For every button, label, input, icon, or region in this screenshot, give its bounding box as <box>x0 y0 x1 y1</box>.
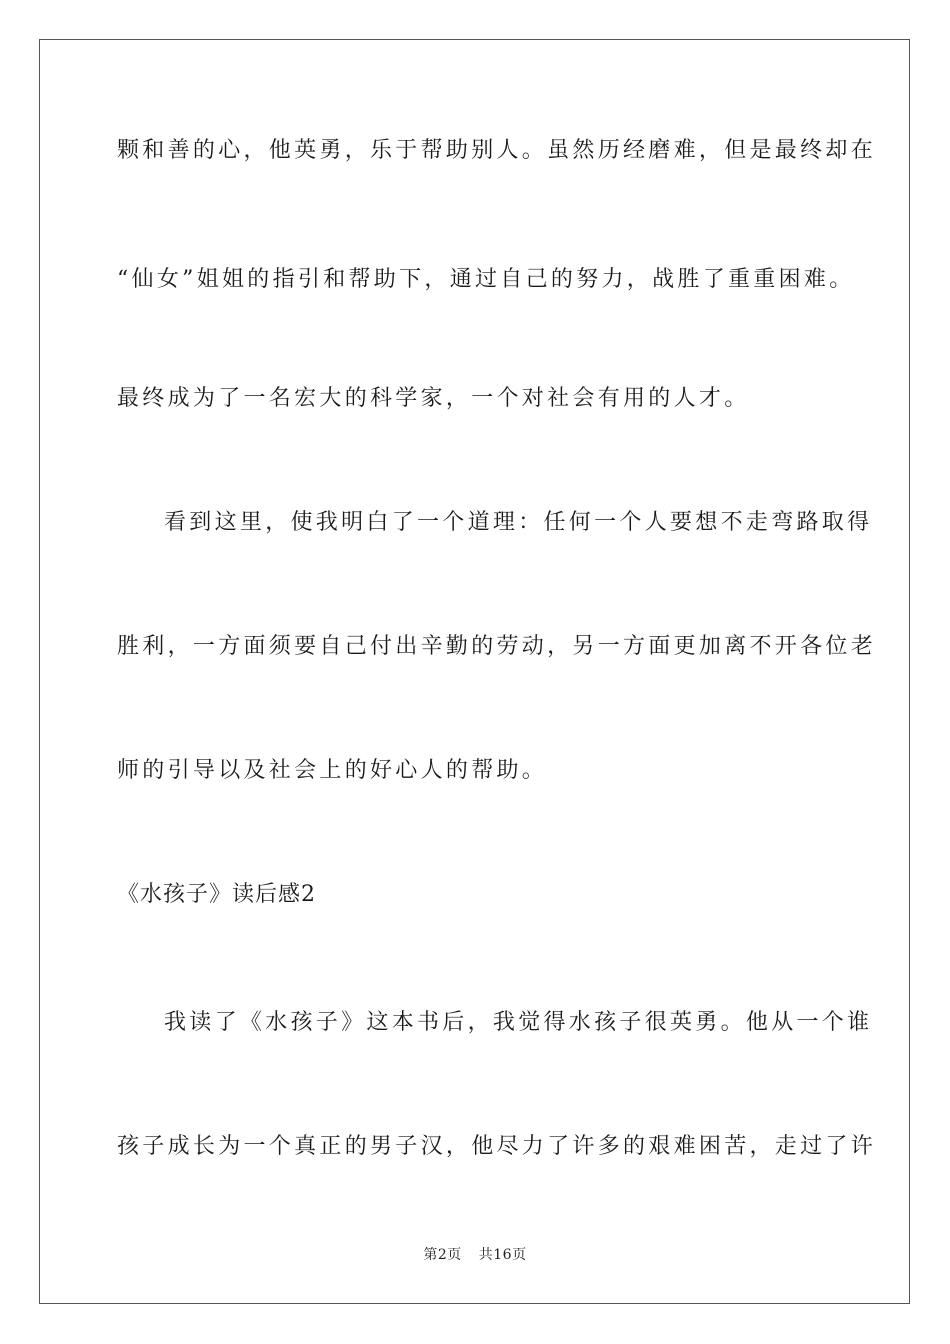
section-heading: 《水孩子》读后感2 <box>117 882 316 907</box>
text-line-6: 师的引导以及社会上的好心人的帮助。 <box>117 758 548 783</box>
text-line-2: “仙女”姐姐的指引和帮助下，通过自己的努力，战胜了重重困难。 <box>117 267 855 292</box>
text-line-3: 最终成为了一名宏大的科学家，一个对社会有用的人才。 <box>117 386 750 411</box>
page-frame <box>39 39 910 1304</box>
text-line-5: 胜利，一方面须要自己付出辛勤的劳动，另一方面更加离不开各位老 <box>117 634 877 659</box>
page-number: 第2页 <box>423 1247 462 1263</box>
page-footer <box>0 1245 950 1265</box>
paragraph-start-1: 看到这里，使我明白了一个道理：任何一个人要想不走弯路取得 <box>164 510 873 535</box>
paragraph-start-2: 我读了《水孩子》这本书后，我觉得水孩子很英勇。他从一个谁 <box>164 1010 873 1035</box>
text-line-9: 孩子成长为一个真正的男子汉，他尽力了许多的艰难困苦，走过了许 <box>117 1134 877 1159</box>
page-total: 共16页 <box>478 1247 527 1263</box>
text-line-1: 颗和善的心，他英勇，乐于帮助别人。虽然历经磨难，但是最终却在 <box>117 138 877 163</box>
